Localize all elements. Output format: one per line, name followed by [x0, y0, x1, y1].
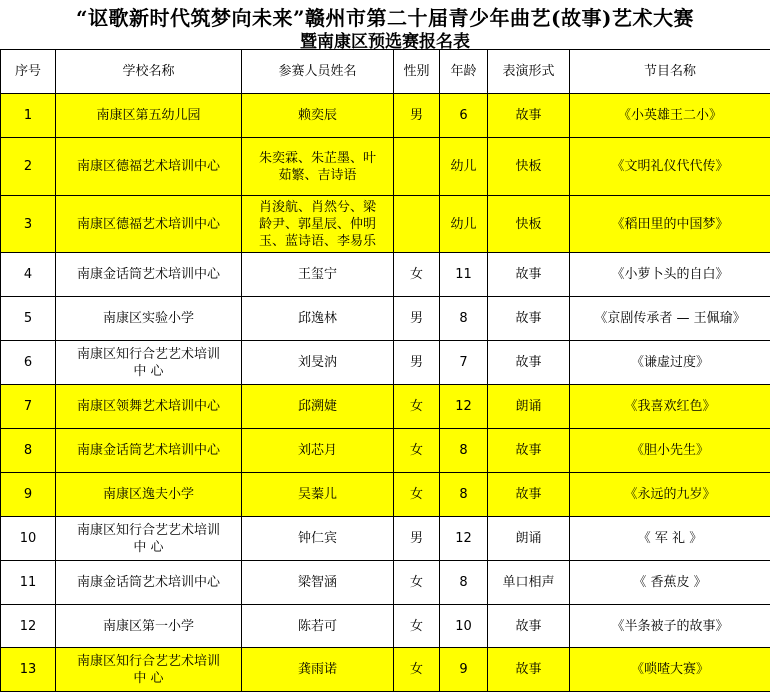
cell-age: 12 — [440, 385, 488, 429]
table-row — [1, 561, 770, 605]
cell-age: 11 — [440, 253, 488, 297]
cell-program: 《谦虚过度》 — [570, 341, 770, 385]
cell-program: 《永远的九岁》 — [570, 473, 770, 517]
names-line: 吴蓁儿 — [244, 486, 391, 503]
cell-gender: 男 — [394, 341, 440, 385]
cell-no: 2 — [1, 138, 56, 196]
names-line: 茹繁、吉诗语 — [244, 167, 391, 184]
cell-age: 9 — [440, 648, 488, 692]
names-line: 刘旻汭 — [244, 354, 391, 371]
header-school: 学校名称 — [56, 50, 242, 94]
cell-gender: 女 — [394, 385, 440, 429]
cell-no: 10 — [1, 517, 56, 561]
cell-form: 朗诵 — [488, 385, 570, 429]
school-line-2: 中 心 — [58, 539, 239, 556]
cell-no: 9 — [1, 473, 56, 517]
cell-no: 11 — [1, 561, 56, 605]
school-line: 南康区德福艺术培训中心 — [58, 216, 239, 233]
cell-gender — [394, 138, 440, 196]
cell-program: 《 军 礼 》 — [570, 517, 770, 561]
title-main: “讴歌新时代筑梦向未来”赣州市第二十届青少年曲艺(故事)艺术大赛 — [0, 2, 770, 31]
registration-table — [0, 49, 770, 692]
cell-gender: 男 — [394, 517, 440, 561]
cell-age: 12 — [440, 517, 488, 561]
cell-gender: 女 — [394, 605, 440, 648]
cell-program: 《文明礼仪代代传》 — [570, 138, 770, 196]
school-line-2: 中 心 — [58, 670, 239, 687]
cell-names — [242, 94, 394, 138]
cell-no: 8 — [1, 429, 56, 473]
table-row — [1, 648, 770, 692]
table-row — [1, 253, 770, 297]
school-line: 南康区实验小学 — [58, 310, 239, 327]
cell-school — [56, 605, 242, 648]
cell-gender — [394, 196, 440, 253]
cell-no: 7 — [1, 385, 56, 429]
school-line: 南康区知行合艺艺术培训 — [58, 522, 239, 539]
names-line: 邱溯婕 — [244, 398, 391, 415]
header-form: 表演形式 — [488, 50, 570, 94]
table-row — [1, 138, 770, 196]
cell-school — [56, 648, 242, 692]
cell-form: 故事 — [488, 473, 570, 517]
cell-names — [242, 385, 394, 429]
cell-gender: 女 — [394, 648, 440, 692]
cell-program: 《 香蕉皮 》 — [570, 561, 770, 605]
cell-form: 单口相声 — [488, 561, 570, 605]
cell-gender: 男 — [394, 94, 440, 138]
cell-school — [56, 385, 242, 429]
cell-school — [56, 94, 242, 138]
cell-form: 快板 — [488, 196, 570, 253]
cell-age: 幼儿 — [440, 196, 488, 253]
cell-names — [242, 605, 394, 648]
table-row — [1, 297, 770, 341]
cell-names — [242, 297, 394, 341]
names-line: 龚雨诺 — [244, 661, 391, 678]
cell-gender: 女 — [394, 561, 440, 605]
cell-program: 《小英雄王二小》 — [570, 94, 770, 138]
cell-age: 10 — [440, 605, 488, 648]
cell-age: 8 — [440, 561, 488, 605]
names-line: 陈若可 — [244, 618, 391, 635]
cell-program: 《唢喳大赛》 — [570, 648, 770, 692]
names-line: 肖浚航、肖然兮、梁 — [244, 199, 391, 216]
cell-program: 《京剧传承者 — 王佩瑜》 — [570, 297, 770, 341]
names-line: 王玺宁 — [244, 266, 391, 283]
table-row — [1, 429, 770, 473]
cell-no: 4 — [1, 253, 56, 297]
school-line: 南康金话筒艺术培训中心 — [58, 574, 239, 591]
cell-gender: 女 — [394, 429, 440, 473]
cell-school — [56, 297, 242, 341]
cell-form: 故事 — [488, 94, 570, 138]
cell-names — [242, 517, 394, 561]
cell-school — [56, 341, 242, 385]
title-block — [0, 0, 770, 49]
table-row — [1, 385, 770, 429]
cell-names — [242, 196, 394, 253]
cell-gender: 男 — [394, 297, 440, 341]
header-no: 序号 — [1, 50, 56, 94]
table-row — [1, 517, 770, 561]
cell-gender: 女 — [394, 473, 440, 517]
names-line: 刘芯月 — [244, 442, 391, 459]
cell-no: 3 — [1, 196, 56, 253]
school-line: 南康区知行合艺艺术培训 — [58, 346, 239, 363]
cell-names — [242, 253, 394, 297]
table-row — [1, 94, 770, 138]
cell-school — [56, 253, 242, 297]
school-line: 南康区知行合艺艺术培训 — [58, 653, 239, 670]
cell-age: 8 — [440, 297, 488, 341]
school-line: 南康金话筒艺术培训中心 — [58, 442, 239, 459]
table-header-row — [1, 50, 770, 94]
cell-form: 故事 — [488, 253, 570, 297]
names-line: 玉、蓝诗语、李易乐 — [244, 233, 391, 250]
cell-school — [56, 517, 242, 561]
cell-form: 故事 — [488, 341, 570, 385]
table-row — [1, 341, 770, 385]
cell-school — [56, 473, 242, 517]
cell-program: 《小萝卜头的自白》 — [570, 253, 770, 297]
cell-no: 6 — [1, 341, 56, 385]
school-line: 南康区德福艺术培训中心 — [58, 158, 239, 175]
names-line: 朱奕霖、朱芷墨、叶 — [244, 150, 391, 167]
cell-gender: 女 — [394, 253, 440, 297]
table-row — [1, 605, 770, 648]
school-line-2: 中 心 — [58, 363, 239, 380]
school-line: 南康区第一小学 — [58, 618, 239, 635]
school-line: 南康金话筒艺术培训中心 — [58, 266, 239, 283]
table-row — [1, 196, 770, 253]
cell-school — [56, 561, 242, 605]
header-program: 节目名称 — [570, 50, 770, 94]
cell-age: 6 — [440, 94, 488, 138]
cell-no: 12 — [1, 605, 56, 648]
names-line: 钟仁宾 — [244, 530, 391, 547]
school-line: 南康区逸夫小学 — [58, 486, 239, 503]
names-line: 赖奕辰 — [244, 107, 391, 124]
cell-age: 8 — [440, 473, 488, 517]
cell-program: 《我喜欢红色》 — [570, 385, 770, 429]
cell-no: 13 — [1, 648, 56, 692]
header-names: 参赛人员姓名 — [242, 50, 394, 94]
cell-form: 故事 — [488, 605, 570, 648]
cell-form: 故事 — [488, 648, 570, 692]
cell-names — [242, 473, 394, 517]
names-line: 邱逸林 — [244, 310, 391, 327]
cell-school — [56, 429, 242, 473]
school-line: 南康区领舞艺术培训中心 — [58, 398, 239, 415]
table-row — [1, 473, 770, 517]
cell-program: 《稻田里的中国梦》 — [570, 196, 770, 253]
cell-age: 8 — [440, 429, 488, 473]
cell-no: 5 — [1, 297, 56, 341]
cell-age: 幼儿 — [440, 138, 488, 196]
cell-form: 快板 — [488, 138, 570, 196]
cell-age: 7 — [440, 341, 488, 385]
cell-names — [242, 561, 394, 605]
cell-school — [56, 196, 242, 253]
cell-program: 《半条被子的故事》 — [570, 605, 770, 648]
cell-names — [242, 429, 394, 473]
cell-names — [242, 341, 394, 385]
title-sub: 暨南康区预选赛报名表 — [0, 27, 770, 52]
school-line: 南康区第五幼儿园 — [58, 107, 239, 124]
header-age: 年龄 — [440, 50, 488, 94]
cell-no: 1 — [1, 94, 56, 138]
cell-school — [56, 138, 242, 196]
cell-form: 朗诵 — [488, 517, 570, 561]
cell-names — [242, 138, 394, 196]
names-line: 龄尹、郭星辰、仲明 — [244, 216, 391, 233]
cell-names — [242, 648, 394, 692]
header-gender: 性别 — [394, 50, 440, 94]
cell-form: 故事 — [488, 297, 570, 341]
cell-form: 故事 — [488, 429, 570, 473]
cell-program: 《胆小先生》 — [570, 429, 770, 473]
names-line: 梁智涵 — [244, 574, 391, 591]
